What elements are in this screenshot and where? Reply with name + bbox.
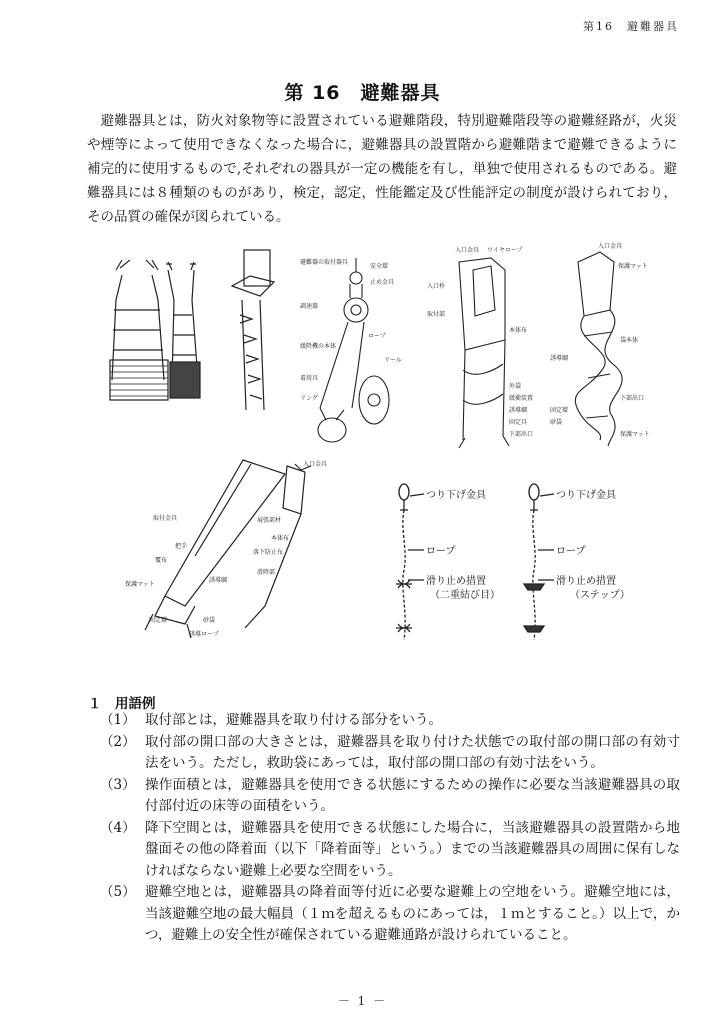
label-ichute-5: 落下防止布 (253, 549, 284, 556)
label-descent-3: 調速器 (300, 303, 319, 310)
label-vchute-6: 緩衝装置 (509, 395, 534, 402)
descent-device-drawing (298, 250, 418, 450)
term-number: （4） (100, 819, 136, 836)
running-header: 第16 避難器具 (583, 20, 679, 33)
label-vchute-9: 下部出口 (509, 431, 534, 438)
label-schute-3: 誘導綱 (550, 355, 569, 362)
descent-device-illustration (298, 250, 418, 450)
label-descent-7: 着用具 (300, 375, 319, 382)
term-text: 取付部の開口部の大きさとは，避難器具を取り付けた状態での取付部の開口部の有効寸法をいう。ただし，救助袋にあっては，取付部の開口部の有効寸法をいう。 (145, 733, 680, 771)
term-item (100, 882, 680, 947)
spiral-chute-drawing (548, 240, 658, 450)
term-number: （5） (100, 884, 136, 900)
label-vchute-5: 外袋 (509, 383, 522, 390)
label-descent-0: 避難器の取付器具 (300, 259, 349, 266)
term-text: 避難空地とは，避難器具の降着面等付近に必要な避難上の空地をいう。避難空地には，当該避難空地の最大幅員（１ｍを超えるものにあっては，１ｍとすること。）以上で，かつ，避難上の安全性が確保されている避難通路が設けられていること。 (145, 884, 680, 943)
term-number: （1） (100, 712, 136, 728)
term-item (100, 818, 680, 883)
rope-knot-drawing (390, 480, 500, 650)
label-ichute-10: 固定環 (149, 617, 168, 624)
rope-step-drawing (520, 480, 640, 650)
label-vchute-0: 入口金具 (455, 247, 480, 254)
label-descent-6: リール (384, 357, 402, 364)
term-text: 操作面積とは，避難器具を使用できる状態にするための操作に必要な当該避難器具の取付部付近の床等の面積をいう。 (145, 776, 680, 814)
label-descent-5: 緩降機の本体 (300, 343, 337, 350)
label-descent-1: 安全環 (370, 263, 389, 270)
label-vchute-7: 誘導綱 (509, 407, 528, 414)
label-vchute-8: 固定具 (509, 419, 528, 426)
label-ropestep-0: つり下げ金具 (556, 490, 616, 501)
label-descent-4: ロープ (368, 333, 386, 340)
label-schute-7: 保護マット (620, 431, 650, 438)
term-text: 降下空間とは，避難器具を使用できる状態にした場合に，当該避難器具の設置階から地盤面その他の降着面（以下「降着面等」という。）までの当該避難器具の周囲に保有しなければならない避難上必要な空間をいう。 (145, 819, 680, 879)
inclined-chute-illustration (125, 456, 345, 656)
label-schute-4: 下部出口 (620, 395, 645, 402)
label-ichute-7: 滑降部 (257, 569, 276, 576)
label-ropeknot-2: 滑り止め措置 (426, 576, 486, 587)
term-item (100, 732, 680, 775)
ladder-illustration (100, 240, 290, 410)
label-ichute-9: 保護マット (125, 581, 155, 588)
label-ichute-6: 覆布 (155, 557, 168, 564)
label-ichute-0: 入口金具 (303, 461, 328, 468)
label-ropeknot-1: ロープ (426, 546, 456, 557)
term-item (100, 775, 680, 818)
label-ropestep-3: （ステップ） (570, 590, 630, 601)
label-descent-2: 止め金具 (370, 279, 395, 286)
inclined-chute-drawing (125, 456, 345, 656)
page-number: － 1 － (337, 994, 388, 1008)
intro-paragraph: 避難器具とは，防火対象物等に設置されている避難階段，特別避難階段等の避難経路が，火災や煙等によって使用できなくなった場合に，避難器具の設置階から避難階まで避難できるように補完的に使用するもので,それぞれの器具が一定の機能を有し，単独で使用されるものである。避難器具には８種類のものがあり，検定，認定，性能鑑定及び性能評定の制度が設けられており，その品質の確保が図られている。 (87, 113, 677, 225)
label-ropeknot-3: （二重結び目） (430, 590, 500, 601)
term-number: （3） (100, 776, 136, 793)
vertical-chute-illustration (425, 240, 535, 455)
section-heading: １ 用語例 (88, 696, 156, 712)
label-schute-5: 固定環 (550, 407, 569, 414)
label-vchute-4: 本体布 (509, 327, 528, 334)
label-vchute-1: ワイヤロープ (487, 247, 523, 254)
label-ropeknot-0: つり下げ金具 (426, 490, 486, 501)
label-ropestep-2: 滑り止め措置 (556, 576, 616, 587)
label-ichute-3: 本体布 (271, 535, 290, 542)
label-ichute-2: 展張部材 (257, 517, 282, 524)
label-ichute-12: 誘導ロープ (189, 631, 219, 638)
label-vchute-3: 取付部 (427, 311, 446, 318)
rope-knot-illustration (390, 480, 500, 650)
spiral-chute-illustration (548, 240, 658, 450)
label-schute-6: 砂袋 (550, 419, 563, 426)
rope-step-illustration (520, 480, 640, 650)
label-schute-0: 入口金具 (598, 243, 623, 250)
label-ropestep-1: ロープ (556, 546, 586, 557)
label-ichute-1: 取付金具 (153, 515, 178, 522)
label-vchute-2: 入口枠 (427, 283, 446, 290)
term-text: 取付部とは，避難器具を取り付ける部分をいう。 (145, 712, 442, 728)
label-ichute-8: 誘導綱 (209, 577, 228, 584)
page-title: 第 16 避難器具 (284, 82, 441, 104)
term-number: （2） (100, 733, 136, 750)
label-schute-2: 袋本体 (620, 337, 639, 344)
label-schute-1: 保護マット (618, 263, 648, 270)
term-item (100, 710, 680, 732)
term-list (100, 710, 680, 947)
label-ichute-4: 把手 (175, 543, 188, 550)
label-ichute-11: 砂袋 (203, 617, 216, 624)
ladder-drawing (100, 240, 290, 410)
vertical-chute-drawing (425, 240, 535, 455)
label-descent-8: リング (300, 395, 318, 402)
